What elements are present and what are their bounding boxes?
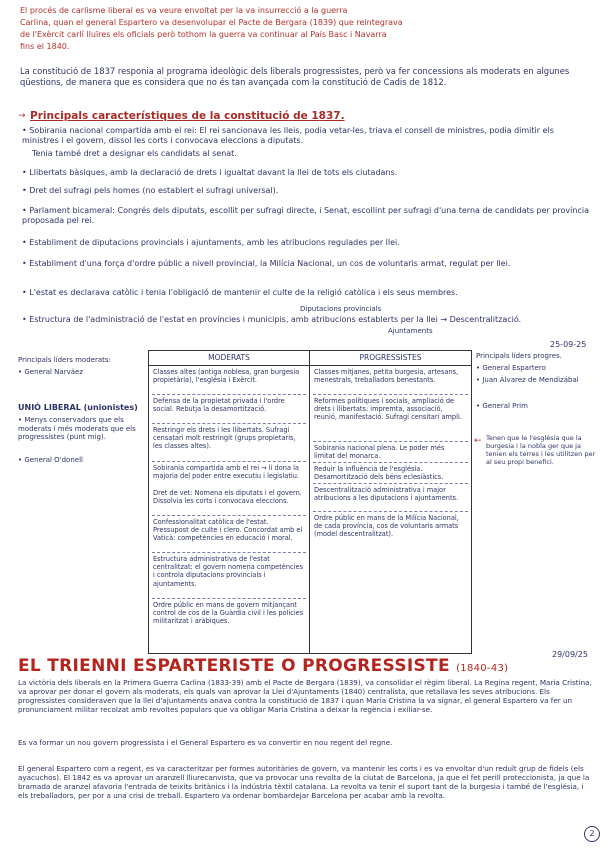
progres-note: Tenen que le l'església que la burgesia i la nobla ger que ja tenien els terres i les utilitzen per al seu propi benefici. [486, 434, 596, 466]
date-top: 25-09-25 [550, 340, 587, 349]
arrow-icon: → [18, 111, 26, 121]
principals-title: Principals característiques de la constitució de 1837. [30, 110, 345, 122]
bullet-2: • Llibertats bàsiques, amb la declaració de drets i igualtat davant la llei de tots els ciutadans. [22, 168, 398, 177]
progres-row-4: Reduir la influència de l'església. Desamortització dels béns eclesiàstics. [314, 465, 444, 482]
moderats-row-2: Defensa de la propietat privada i l'ordre social. Rebutja la desamortització. [153, 397, 285, 414]
intro-line-1: El procés de carlisme liberal es va veure envoltat per la va insurrecció a la guerra [20, 6, 348, 15]
date-bottom: 29/09/25 [552, 650, 588, 659]
table-divider [313, 441, 468, 442]
table-col-moderats [149, 351, 310, 653]
section-title-text: EL TRIENNI ESPARTERISTE O PROGRESSISTE [18, 656, 450, 676]
bullet-4-text: Parlament bicameral: Congrés dels diputats, escollit per sufragi directe, i Senat, escollint per sufragi d'una terna de candidats per província proposada pel rei. [22, 206, 589, 225]
section-title-years: (1840-43) [456, 663, 509, 674]
union-liberal-leader: • General O'donell [18, 456, 83, 464]
bullet-1-text: Sobirania nacional compartida amb el rei: El rei sancionava les lleis, podia vetar-les, triava el consell de ministres, podia dimitir els ministres i el govern, dissol les corts i convocava eleccions a diputats. [22, 126, 554, 145]
table-header-moderats: MODERATS [149, 351, 309, 366]
union-liberal-text: • Menys conservadors que els moderats i més moderats que els progressistes (punt mig). [18, 416, 136, 441]
progres-leader-3-text: General Prim [482, 402, 528, 410]
bullet-6: • Establiment d'una força d'ordre públic a nivell provincial, la Milícia Nacional, un cos de voluntaris armat, regulat per llei. [22, 259, 511, 268]
bullet-8-text: Estructura de l'administració de l'estat en províncies i municipis, amb atribucions establerts per la llei → Descentralització. [29, 315, 522, 324]
annotation-diputacions: Diputacions provincials [300, 305, 382, 313]
table-divider [313, 462, 468, 463]
page-number: 2 [584, 826, 600, 842]
moderats-row-4: Sobirania compartida amb el rei → li dona la majoria del poder entre executiu i legislatiu. [153, 464, 300, 481]
comparison-table [148, 350, 472, 654]
constitution-paragraph: La constitució de 1837 responia al programa ideològic dels liberals progressistes, però va fer concessions als moderats en algunes qüestions, de manera que es considera que no és tan avançada com la constitució de Cadis de 1812. [20, 66, 570, 87]
table-divider [313, 483, 468, 484]
bullet-1b [32, 149, 592, 159]
progres-row-1: Classes mitjanes, petita burgesia, artesans, menestrals, treballadors benestants. [314, 368, 459, 385]
bullet-4: • Parlament bicameral: Congrés dels diputats, escollit per sufragi directe, i Senat, escollint per sufragi d'una terna de candidats per província proposada pel rei. [22, 206, 589, 225]
bullet-2-text: Llibertats bàsiques, amb la declaració de drets i igualtat davant la llei de tots els ciutadans. [29, 168, 398, 177]
moderats-row-7: Estructura administrativa de l'estat centralitzat: el govern nomena competències i controla diputacions provincials i ajuntaments. [153, 555, 303, 588]
bullet-7-text: L'estat es declarava catòlic i tenia l'obligació de mantenir el culte de la religió catòlica i els seus membres. [29, 288, 458, 297]
table-divider [313, 394, 468, 395]
table-divider [152, 598, 306, 599]
bullet-1b-text: Tenia també dret a designar els candidats al senat. [32, 149, 237, 158]
moderats-leaders-label: Principals líders moderats: [18, 356, 111, 364]
progres-leader-1: • General Espartero [476, 364, 546, 372]
union-liberal-title: UNIÓ LIBERAL (unionistes) [18, 403, 138, 412]
bullet-5: • Establiment de diputacions provincials i ajuntaments, amb les atribucions regulades per llei. [22, 238, 400, 247]
table-divider [152, 552, 306, 553]
bullet-7: • L'estat es declarava catòlic i tenia l'obligació de mantenir el culte de la religió catòlica i els seus membres. [22, 288, 458, 297]
section-title [18, 656, 508, 676]
bullet-8: • Estructura de l'administració de l'estat en províncies i municipis, amb atribucions establerts per la llei → Descentralització. [22, 315, 522, 324]
bullet-6-text: Establiment d'una força d'ordre públic a nivell provincial, la Milícia Nacional, un cos de voluntaris armat, regulat per llei. [29, 259, 511, 268]
section-paragraph-2: Es va formar un nou govern progressista i el General Espartero es va convertir en nou regent del regne. [18, 738, 393, 747]
progres-row-5: Descentralització administrativa i major atribucions a les diputacions i ajuntaments. [314, 486, 459, 503]
progres-leader-3: • General Prim [476, 402, 528, 410]
intro-line-3: de l'Exèrcit carlí lluïres els oficials però tothom la guerra va continuar al País Basc i Navarra [20, 30, 387, 39]
section-paragraph-1: La victòria dels liberals en la Primera Guerra Carlina (1833-39) amb el Pacte de Bergara (1839), va consolidar el règim liberal. La Regina regent, Maria Cristina, va aprovar per donar el govern als moderats, els quals van aprovar la Llei d'Ajuntaments (1840) centralista, que retallava les seves atribucions. Els progressistes consideraven que la llei d'ajuntaments anava contra la constitució de 1837 i quan Maria Cristina la va signar, el general Espartero va fer un pronunciament militar recolzat amb revoltes populars que va obligar Maria Cristina a deixar la regència i exiliar-se. [18, 678, 592, 714]
moderats-row-1: Classes altes (antiga noblesa, gran burgesia propietària), l'església i Exèrcit. [153, 368, 300, 385]
moderats-leader-1-text: General Narváez [24, 368, 83, 376]
table-divider [152, 423, 306, 424]
moderats-row-5: Dret de vet: Nomena els diputats i el govern. Dissolvia les corts i convocava eleccions. [153, 489, 302, 506]
progres-row-3: Sobirania nacional plena. Le poder més limitat del monarca. [314, 444, 445, 461]
moderats-row-3: Restringir els drets i les llibertats. Sufragi censatari molt restringit (grups propietaris, les classes altes). [153, 426, 296, 451]
table-col-progressistes [310, 351, 471, 653]
bullet-3-text: Dret del sufragi pels homes (no establert el sufragi universal). [29, 186, 279, 195]
table-divider [313, 511, 468, 512]
progres-row-2: Reformes polítiques i socials, ampliació de drets i llibertats: impremta, associació, reunió, manifestació. Sufragi censitari ampli. [314, 397, 462, 422]
union-liberal-leader-text: General O'donell [24, 456, 83, 464]
moderats-row-6: Confessionalitat catòlica de l'estat. Pressupost de culte i clero. Concordat amb el Vaticà: competències en educació i moral. [153, 518, 303, 543]
table-divider [152, 461, 306, 462]
section-paragraph-3: El general Espartero com a regent, es va caracteritzar per formes autoritàries de govern, va mantenir les corts i es va envoltar d'un reduït grup de fidels (els ayacuchos). El 1842 es va aprovar un aranzell lliurecanvista, que va provocar una revolta de la ciutat de Barcelona, ja que el fet perill proteccionista, ja que la bramada de aranzel afavoria l'entrada de teixits britànics i la indústria tèxtil catalana. La revolta va tenir el suport tant de la burgesia i també de l'església, i els treballadors, per por a una crisi de treball. Espartero va ordenar bombardejar Barcelona per acabar amb la revolta. [18, 764, 590, 800]
arrow-left-icon: ← [474, 436, 482, 446]
progres-leader-2: • Juan Álvarez de Mendizábal [476, 376, 579, 384]
bullet-5-text: Establiment de diputacions provincials i ajuntaments, amb les atribucions regulades per llei. [29, 238, 400, 247]
table-divider [152, 515, 306, 516]
progres-row-6: Ordre públic en mans de la Milícia Nacional, de cada província, cos de voluntaris armats (model descentralitzat). [314, 514, 459, 539]
progres-leader-1-text: General Espartero [482, 364, 546, 372]
union-liberal-text-body: Menys conservadors que els moderats i més moderats que els progressistes (punt mig). [18, 416, 136, 441]
moderats-leader-1: • General Narváez [18, 368, 83, 376]
progres-leader-2-text: Juan Álvarez de Mendizábal [482, 376, 579, 384]
table-divider [152, 394, 306, 395]
annotation-ajuntaments: Ajuntaments [388, 327, 433, 335]
table-header-progressistes: PROGRESSISTES [310, 351, 471, 366]
bullet-1: • Sobirania nacional compartida amb el rei: El rei sancionava les lleis, podia vetar-les, triava el consell de ministres, podia dimitir els ministres i el govern, dissol les corts i convocava eleccions a diputats. [22, 126, 554, 145]
intro-line-2: Carlina, quan el general Espartero va desenvolupar el Pacte de Bergara (1839) que reintegrava [20, 18, 403, 27]
intro-line-4: fins el 1840. [20, 42, 70, 51]
moderats-row-8: Ordre públic en mans de govern mitjançant control de cos de la Guàrdia civil i les policies militaritzat i aràbiques. [153, 601, 304, 626]
bullet-3: • Dret del sufragi pels homes (no establert el sufragi universal). [22, 186, 279, 195]
progres-leaders-label: Principals líders progres. [476, 352, 562, 360]
